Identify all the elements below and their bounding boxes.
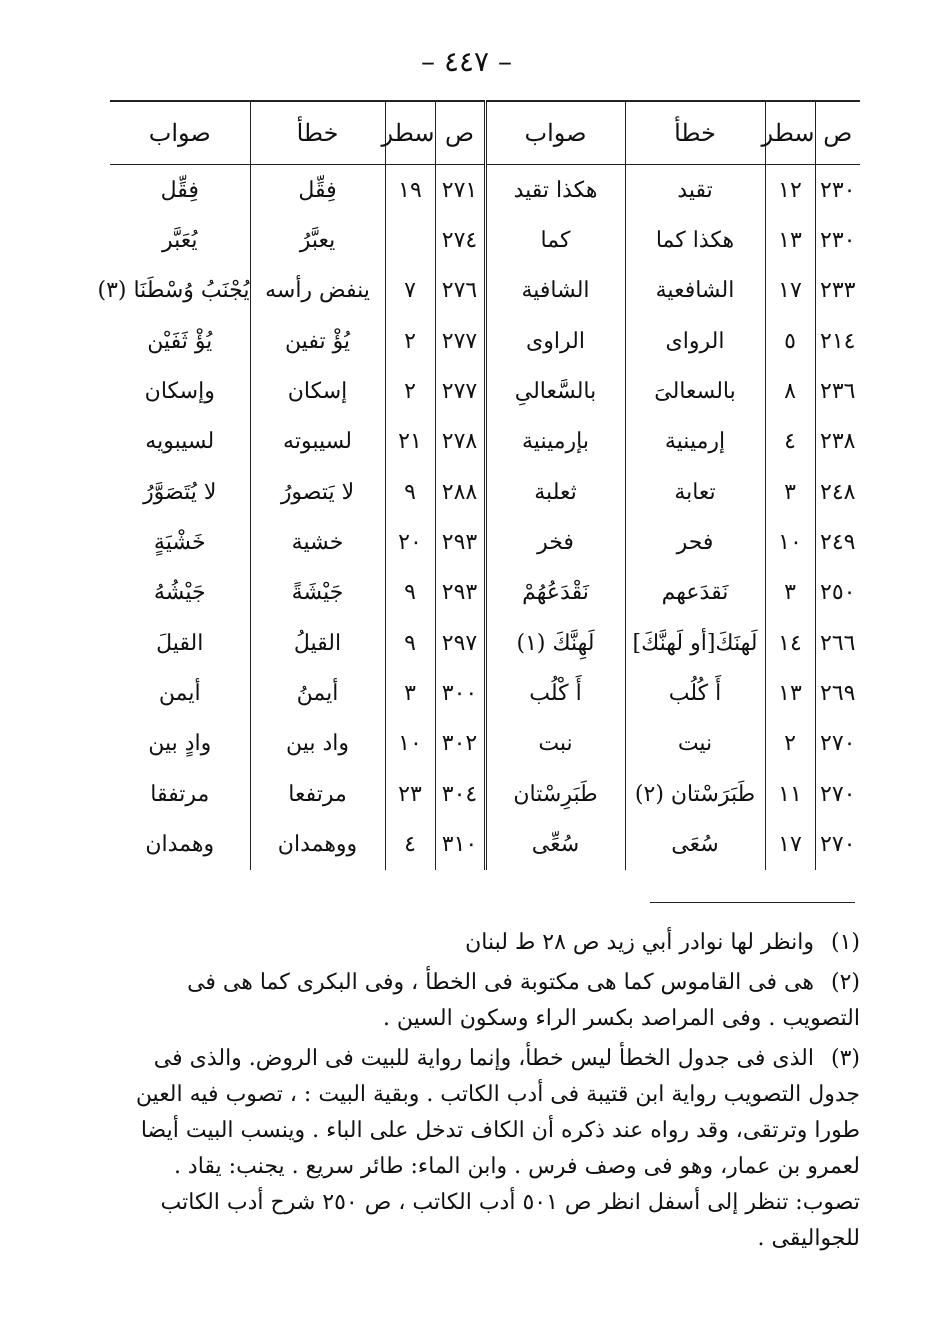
cell-error: ينفض رأسه <box>250 266 385 316</box>
cell-error: فِقِّل <box>250 165 385 216</box>
table-header-row <box>110 101 860 165</box>
header-line: سطر <box>385 101 435 165</box>
cell-correct: أَ كْلُب <box>485 668 625 718</box>
cell-error: بالسعالىَ <box>625 366 765 416</box>
cell-line <box>385 215 435 265</box>
cell-line: ١٤ <box>765 618 815 668</box>
cell-correct: خَشْيَةٍ <box>153 530 206 556</box>
cell-error: مرتفعا <box>250 769 385 819</box>
cell-error: نيت <box>625 719 765 769</box>
cell-line: ٧ <box>385 266 435 316</box>
cell-page: ٣٠٢ <box>435 719 485 769</box>
cell-error: إسكان <box>250 366 385 416</box>
cell-line: ٢٠ <box>385 517 435 567</box>
cell-page: ٢٣٦ <box>815 366 860 416</box>
cell-correct: سُعِّى <box>485 819 625 870</box>
cell-line: ٥ <box>765 316 815 366</box>
header-page: ص <box>815 101 860 165</box>
cell-correct: يُؤْ ثَفَيْن <box>147 328 213 354</box>
cell-page: ٣٠٠ <box>435 668 485 718</box>
table-row <box>110 417 860 467</box>
cell-page: ٢٧٤ <box>435 215 485 265</box>
table-row <box>110 769 860 819</box>
footnote-2 <box>125 965 860 1037</box>
table-row <box>110 266 860 316</box>
header-page: ص <box>435 101 485 165</box>
cell-error: أيمنُ <box>250 668 385 718</box>
table-row <box>110 517 860 567</box>
cell-page: ٢٧٧ <box>435 366 485 416</box>
footnote-text: وانظر لها نوادر أبي زيد ص ٢٨ ط لبنان <box>465 930 814 955</box>
cell-error: خشية <box>250 517 385 567</box>
cell-page: ٣٠٤ <box>435 769 485 819</box>
footnotes <box>125 925 860 1261</box>
cell-page: ٢٥٠ <box>815 568 860 618</box>
cell-line: ٤ <box>385 819 435 870</box>
table-row <box>110 819 860 870</box>
cell-correct: هكذا تقيد <box>485 165 625 216</box>
cell-correct: بإرمينية <box>485 417 625 467</box>
cell-correct: لَهِنَّكَ (١) <box>485 618 625 668</box>
cell-correct: جَيْشُهُ <box>153 580 206 606</box>
cell-correct: يُعَبَّر <box>161 228 198 254</box>
cell-error: طَبَرَسْتان (٢) <box>625 769 765 819</box>
cell-error: إرمينية <box>625 417 765 467</box>
table-row <box>110 618 860 668</box>
cell-page: ٢٩٣ <box>435 517 485 567</box>
errata-table <box>97 100 860 870</box>
cell-page: ٢٨٨ <box>435 467 485 517</box>
cell-page: ٢٤٨ <box>815 467 860 517</box>
cell-error: تعابة <box>625 467 765 517</box>
cell-correct: الراوى <box>485 316 625 366</box>
cell-error: جَيْشَةً <box>250 568 385 618</box>
cell-page: ٢٤٩ <box>815 517 860 567</box>
cell-line: ٢١ <box>385 417 435 467</box>
cell-error: يعبَّرُ <box>250 215 385 265</box>
cell-line: ٢ <box>385 316 435 366</box>
cell-page: ٢٧٠ <box>815 769 860 819</box>
cell-correct: يُجْنَبُ وُسْطَنَا (٣) <box>97 278 250 304</box>
footnote-number: (٢) <box>830 970 860 995</box>
cell-error: لا يَتصورُ <box>250 467 385 517</box>
cell-correct: القيلَ <box>156 630 204 656</box>
cell-page: ٢٧١ <box>435 165 485 216</box>
cell-error: فحر <box>625 517 765 567</box>
footnote-text: هى فى القاموس كما هى مكتوبة فى الخطأ ، وفى البكرى كما هى فى التصويب . وفى المراصد بكسر الراء وسكون السين . <box>187 970 860 1031</box>
cell-correct: لسيبويه <box>145 429 215 455</box>
cell-correct: وإسكان <box>144 379 215 405</box>
footnote-number: (١) <box>830 930 860 955</box>
table-row <box>110 215 860 265</box>
header-error: خطأ <box>250 101 385 165</box>
cell-correct: كما <box>485 215 625 265</box>
cell-line: ٣ <box>385 668 435 718</box>
cell-correct: ثعلبة <box>485 467 625 517</box>
table-row <box>110 668 860 718</box>
cell-correct: لا يُتَصَوَّرُ <box>143 479 217 505</box>
footnote-3 <box>125 1041 860 1257</box>
page-number: – ٤٤٧ – <box>421 45 512 78</box>
cell-line: ١٩ <box>385 165 435 216</box>
table-row <box>110 719 860 769</box>
cell-line: ١٣ <box>765 215 815 265</box>
cell-page: ٢٧٨ <box>435 417 485 467</box>
footnote-divider <box>650 902 855 903</box>
cell-error: لسيبوته <box>250 417 385 467</box>
cell-correct: بالسَّعالىِ <box>485 366 625 416</box>
cell-error: تقيد <box>625 165 765 216</box>
cell-page: ٢١٤ <box>815 316 860 366</box>
cell-error: نَقدَعهم <box>625 568 765 618</box>
cell-error: القيلُ <box>250 618 385 668</box>
cell-line: ٣ <box>765 467 815 517</box>
cell-line: ١٢ <box>765 165 815 216</box>
table-row <box>110 316 860 366</box>
table-row <box>110 366 860 416</box>
cell-page: ٢٣٠ <box>815 165 860 216</box>
cell-line: ١٣ <box>765 668 815 718</box>
cell-correct: وهمدان <box>145 832 215 858</box>
cell-correct: نبت <box>485 719 625 769</box>
cell-page: ٢٣٨ <box>815 417 860 467</box>
header-correct: صواب <box>485 101 625 165</box>
header-line: سطر <box>765 101 815 165</box>
table-row <box>110 467 860 517</box>
cell-page: ٢٩٣ <box>435 568 485 618</box>
cell-line: ١٠ <box>765 517 815 567</box>
cell-page: ٢٦٩ <box>815 668 860 718</box>
cell-page: ٣١٠ <box>435 819 485 870</box>
cell-correct: الشافية <box>485 266 625 316</box>
cell-error: الشافعية <box>625 266 765 316</box>
cell-line: ١٧ <box>765 819 815 870</box>
footnote-1 <box>125 925 860 961</box>
table-row <box>110 165 860 216</box>
cell-error: واد بين <box>250 719 385 769</box>
cell-correct: وادٍ بين <box>148 731 212 757</box>
cell-correct: فِقِّل <box>160 177 199 203</box>
cell-line: ٣ <box>765 568 815 618</box>
header-error: خطأ <box>625 101 765 165</box>
cell-correct: فخر <box>485 517 625 567</box>
cell-line: ٨ <box>765 366 815 416</box>
footnote-text: الذى فى جدول الخطأ ليس خطأ، وإنما رواية للبيت فى الروض. والذى فى جدول التصويب رواية ابن قتيبة فى أدب الكاتب . وبقية البيت : ، تصوب فيه العين طورا وترتقى، وقد رواه عند ذكره أن الكاف تدخل على الباء . وينسب البيت أيضا لعمرو بن عمار، وهو فى وصف فرس . وابن الماء: طائر سريع . يجنب: يقاد . تصوب: تنظر إلى أسفل انظر ص ٥٠١ أدب الكاتب ، ص ٢٥٠ شرح أدب الكاتب للجواليقى . <box>135 1046 860 1251</box>
cell-error: يُؤْ تفين <box>250 316 385 366</box>
cell-page: ٢٣٣ <box>815 266 860 316</box>
cell-line: ٩ <box>385 618 435 668</box>
header-correct: صواب <box>110 101 250 165</box>
cell-error: لَهنَكَ[أو لَهنَّكَ] <box>625 618 765 668</box>
cell-line: ٩ <box>385 568 435 618</box>
cell-error: سُعَى <box>625 819 765 870</box>
cell-line: ١١ <box>765 769 815 819</box>
table-row <box>110 568 860 618</box>
footnote-number: (٣) <box>830 1046 860 1071</box>
cell-line: ٤ <box>765 417 815 467</box>
cell-page: ٢٧٧ <box>435 316 485 366</box>
cell-page: ٢٩٧ <box>435 618 485 668</box>
cell-page: ٢٧٦ <box>435 266 485 316</box>
cell-correct: نَقْدَعُهُمْ <box>485 568 625 618</box>
cell-page: ٢٧٠ <box>815 719 860 769</box>
cell-page: ٢٦٦ <box>815 618 860 668</box>
cell-correct: طَبَرِسْتان <box>485 769 625 819</box>
cell-line: ٢ <box>765 719 815 769</box>
cell-line: ٩ <box>385 467 435 517</box>
cell-error: ووهمدان <box>250 819 385 870</box>
cell-page: ٢٧٠ <box>815 819 860 870</box>
cell-error: هكذا كما <box>625 215 765 265</box>
cell-line: ٢ <box>385 366 435 416</box>
cell-error: الرواى <box>625 316 765 366</box>
cell-page: ٢٣٠ <box>815 215 860 265</box>
cell-line: ١٠ <box>385 719 435 769</box>
cell-line: ٢٣ <box>385 769 435 819</box>
cell-correct: مرتفقا <box>150 781 210 807</box>
cell-error: أَ كُلُب <box>625 668 765 718</box>
cell-line: ١٧ <box>765 266 815 316</box>
cell-correct: أيمن <box>158 681 201 707</box>
